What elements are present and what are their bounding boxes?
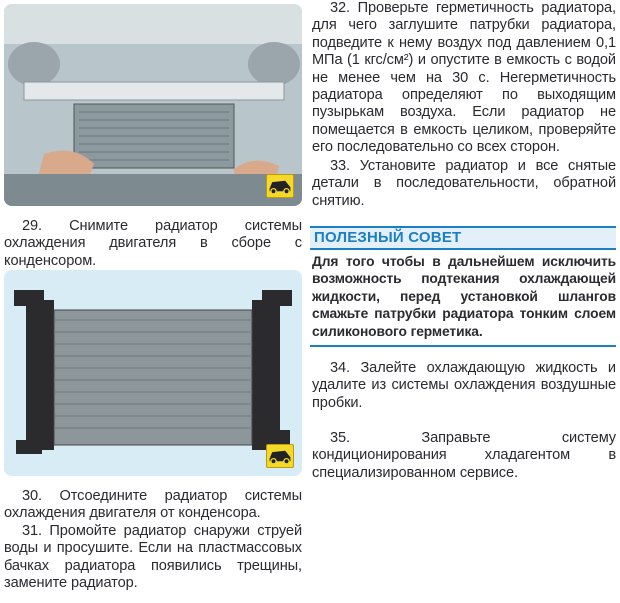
engine-bay-illustration [4, 4, 302, 206]
tip-divider [310, 345, 616, 347]
tip-header [310, 226, 616, 250]
step-33: 33. Установите радиатор и все снятые детали в последовательности, обратной снятию. [312, 158, 616, 209]
step-30: 30. Отсоедините радиатор системы охлаждения двигателя от конденсора. [4, 488, 302, 522]
photo-radiator [4, 270, 302, 476]
photo-radiator-removal [4, 4, 302, 206]
step-32: 32. Проверьте герметичность радиатора, для чего заглушите патрубки радиатора, подведите к нему воздух под давлением 0,1 МПа (1 кгс/см²) и опустите в емкость с водой не менее чем на 30 с. Негерметичность радиатора определяют по выходящим пузырькам воздуха. Если радиатор не помещается в емкость целиком, проверяйте его последовательно со всех сторон. [312, 0, 616, 156]
tip-body: Для того чтобы в дальнейшем исключить возможность подтекания охлаждающей жидкости, перед установкой шлангов смажьте патрубки радиатора тонким слоем силиконового герметика. [312, 254, 616, 339]
step-34: 34. Залейте охлаждающую жидкость и удалите из системы охлаждения воздушные пробки. [312, 360, 616, 411]
car-icon [267, 445, 293, 467]
car-icon [267, 175, 293, 197]
car-icon-badge [266, 174, 294, 198]
step-29: 29. Снимите радиатор системы охлаждения двигателя в сборе с конденсором. [4, 218, 302, 269]
step-31: 31. Промойте радиатор снаружи струей воды и просушите. Если на пластмассовых бачках радиатора появились трещины, замените радиатор. [4, 523, 302, 592]
step-35: 35. Заправьте систему кондиционирования хладагентом в специализированном сервисе. [312, 430, 616, 481]
radiator-illustration [4, 270, 302, 476]
tip-title: ПОЛЕЗНЫЙ СОВЕТ [314, 229, 462, 246]
car-icon-badge [266, 444, 294, 468]
